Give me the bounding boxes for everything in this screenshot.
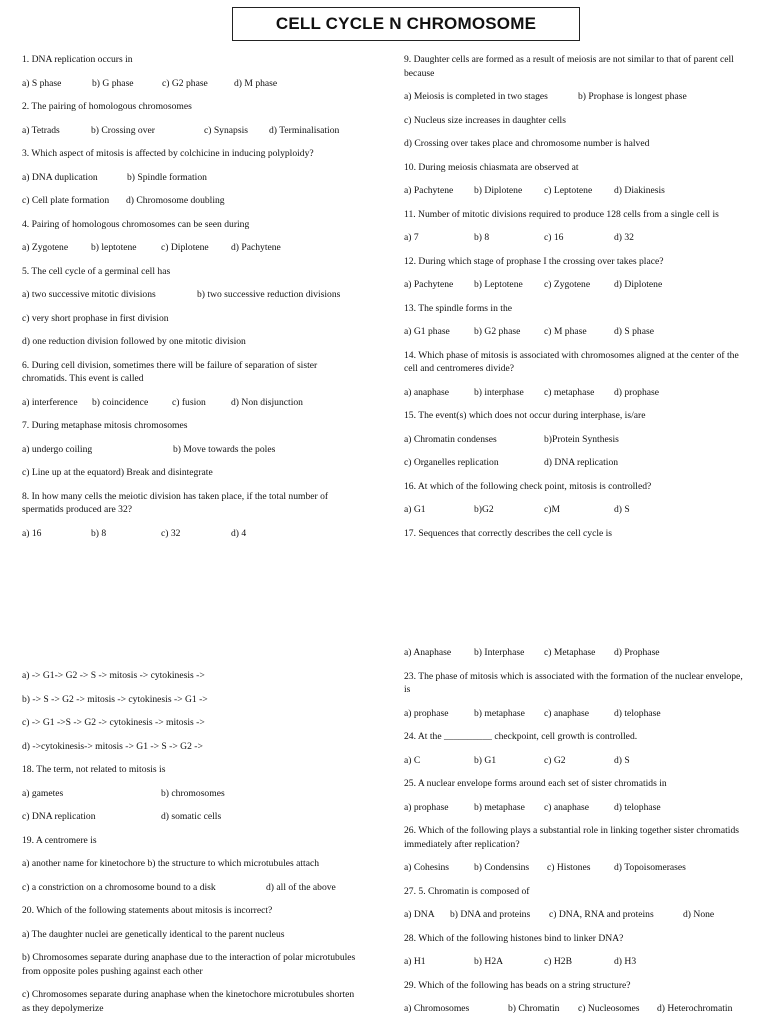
question-text: 20. Which of the following statements about mitosis is incorrect? <box>22 905 273 916</box>
option-text: d) DNA replication <box>544 457 619 468</box>
option-text: c) 32 <box>161 527 181 539</box>
option-text: d) Diakinesis <box>614 185 665 196</box>
column-top-right <box>404 53 746 550</box>
option-row <box>22 527 364 541</box>
option-text: d) Topoisomerases <box>614 862 686 873</box>
question-text: 27. 5. Chromatin is composed of <box>404 885 530 897</box>
option-text: b) Diplotene <box>474 185 523 196</box>
option-row <box>404 456 746 470</box>
option-text: b) 8 <box>474 232 490 243</box>
page-title: CELL CYCLE N CHROMOSOME <box>232 7 580 41</box>
question-text: 19. A centromere is <box>22 834 97 846</box>
option-row <box>404 184 746 198</box>
option-text: a) 7 <box>404 232 419 243</box>
question-text: 25. A nuclear envelope forms around each set of sister chromatids in <box>404 778 667 789</box>
option-text: c) Leptotene <box>544 185 593 196</box>
option-text: c) Synapsis <box>204 124 248 136</box>
question-text: 24. At the __________ checkpoint, cell growth is controlled. <box>404 731 638 742</box>
option-text: b) interphase <box>474 386 524 398</box>
question-text: c) Nucleus size increases in daughter cells <box>404 114 566 126</box>
option-text: b)Protein Synthesis <box>544 433 619 445</box>
option-text: a) 16 <box>22 527 42 539</box>
option-text: c) Organelles replication <box>404 457 499 468</box>
option-text: d) M phase <box>234 77 278 89</box>
option-row <box>22 194 364 208</box>
question-text: c) Chromosomes separate during anaphase when the kinetochore microtubules shorten as they depolymerize <box>22 989 355 1014</box>
option-text: b) Crossing over <box>91 124 155 136</box>
question-text: 8. In how many cells the meiotic division has taken place, if the total number of spermatids produced are 32? <box>22 490 329 515</box>
option-row <box>22 171 364 185</box>
option-text: c) Zygotene <box>544 279 591 290</box>
option-text: d) telophase <box>614 801 661 813</box>
option-text: c) DNA replication <box>22 811 96 822</box>
question-text: 14. Which phase of mitosis is associated with chromosomes aligned at the center of the cell and centromeres divide? <box>404 349 739 374</box>
question-text: d) one reduction division followed by one mitotic division <box>22 336 246 347</box>
option-row <box>404 955 746 969</box>
option-text: c) Metaphase <box>544 647 596 658</box>
option-text: d) S <box>614 754 630 766</box>
question-text: 4. Pairing of homologous chromosomes can be seen during <box>22 218 250 230</box>
question-text: 2. The pairing of homologous chromosomes <box>22 101 192 112</box>
question-text: 15. The event(s) which does not occur during interphase, is/are <box>404 410 646 421</box>
question-text: 3. Which aspect of mitosis is affected by colchicine in inducing polyploidy? <box>22 148 314 159</box>
question-text: b) -> S -> G2 -> mitosis -> cytokinesis -> G1 -> <box>22 693 208 705</box>
question-text: a) another name for kinetochore b) the structure to which microtubules attach <box>22 858 320 869</box>
question-text: b) Chromosomes separate during anaphase due to the interaction of polar microtubules from opposite poles pushing against each other <box>22 952 356 977</box>
option-row <box>404 231 746 245</box>
option-row <box>404 278 746 292</box>
option-text: a) prophase <box>404 801 449 813</box>
option-text: a) S phase <box>22 77 62 89</box>
question-text: 26. Which of the following plays a substantial role in linking together sister chromatids immediately after replication? <box>404 825 740 850</box>
option-text: a) undergo coiling <box>22 443 93 455</box>
column-bottom-right <box>404 646 746 1026</box>
option-text: c) 16 <box>544 232 564 243</box>
option-text: d) Prophase <box>614 647 660 658</box>
question-text: 18. The term, not related to mitosis is <box>22 764 166 775</box>
option-text: d) H3 <box>614 956 637 967</box>
question-text: d) Crossing over takes place and chromosome number is halved <box>404 138 650 149</box>
option-text: b) Condensins <box>474 862 530 873</box>
option-text: c) Nucleosomes <box>578 1003 640 1014</box>
question-text: 7. During metaphase mitosis chromosomes <box>22 420 188 431</box>
option-text: c) Histones <box>547 862 591 873</box>
option-text: a) H1 <box>404 956 426 967</box>
option-text: b) metaphase <box>474 801 525 813</box>
option-text: b) H2A <box>474 956 504 967</box>
option-text: c) metaphase <box>544 386 595 398</box>
option-row <box>404 707 746 721</box>
question-text: 6. During cell division, sometimes there will be failure of separation of sister chromatids. This event is called <box>22 359 318 384</box>
option-text: a) Pachytene <box>404 279 454 290</box>
option-text: c) anaphase <box>544 801 590 813</box>
option-text: c) Diplotene <box>161 242 209 253</box>
option-row <box>22 241 364 255</box>
option-text: a) Chromatin condenses <box>404 433 497 445</box>
option-text: c)M <box>544 504 560 515</box>
option-text: d) Chromosome doubling <box>126 195 225 206</box>
option-text: b) G2 phase <box>474 326 521 337</box>
option-row <box>404 861 746 875</box>
option-text: d) prophase <box>614 386 660 398</box>
option-text: a) interference <box>22 396 78 408</box>
option-text: a) Pachytene <box>404 185 454 196</box>
option-text: b) G1 <box>474 754 497 766</box>
option-text: d) Terminalisation <box>269 124 340 136</box>
option-row <box>404 754 746 768</box>
option-text: c) DNA, RNA and proteins <box>549 909 654 920</box>
option-text: d) all of the above <box>266 881 336 893</box>
option-text: a) two successive mitotic divisions <box>22 289 156 300</box>
option-text: b) G phase <box>92 77 134 89</box>
option-row <box>404 90 746 104</box>
option-text: c) Cell plate formation <box>22 195 110 206</box>
option-text: b) Prophase is longest phase <box>578 91 687 102</box>
question-text: a) -> G1-> G2 -> S -> mitosis -> cytokinesis -> <box>22 670 205 681</box>
option-text: d) S <box>614 504 630 515</box>
option-text: a) Cohesins <box>404 862 450 873</box>
option-text: b) metaphase <box>474 707 525 719</box>
column-top-left <box>22 53 364 550</box>
option-text: d) 32 <box>614 232 634 243</box>
option-text: a) Tetrads <box>22 124 60 136</box>
option-text: a) Meiosis is completed in two stages <box>404 91 548 102</box>
option-text: d) somatic cells <box>161 811 222 822</box>
question-text: 16. At which of the following check point, mitosis is controlled? <box>404 480 652 492</box>
question-text: c) Line up at the equatord) Break and disintegrate <box>22 467 213 478</box>
option-text: a) Zygotene <box>22 242 69 253</box>
option-text: d) S phase <box>614 326 654 337</box>
option-text: b)G2 <box>474 504 494 515</box>
question-text: 13. The spindle forms in the <box>404 302 513 314</box>
option-text: d) telophase <box>614 707 661 719</box>
option-text: b) 8 <box>91 527 107 539</box>
option-row <box>22 881 364 895</box>
option-row <box>22 443 364 457</box>
option-text: a) prophase <box>404 707 449 719</box>
option-text: a) Anaphase <box>404 647 452 658</box>
question-text: 10. During meiosis chiasmata are observed at <box>404 161 579 173</box>
option-row <box>22 77 364 91</box>
option-text: a) G1 phase <box>404 326 450 337</box>
question-text: 1. DNA replication occurs in <box>22 54 133 65</box>
option-text: b) DNA and proteins <box>450 909 531 920</box>
option-text: a) G1 <box>404 504 426 515</box>
option-text: b) Move towards the poles <box>173 443 276 455</box>
option-row <box>22 124 364 138</box>
column-bottom-left <box>22 669 364 1025</box>
option-text: c) a constriction on a chromosome bound to a disk <box>22 881 216 893</box>
option-text: c) M phase <box>544 326 587 337</box>
question-text: 17. Sequences that correctly describes the cell cycle is <box>404 527 613 539</box>
question-text: 9. Daughter cells are formed as a result of meiosis are not similar to that of parent cell because <box>404 54 734 79</box>
option-text: d) Pachytene <box>231 242 281 253</box>
option-text: b) Chromatin <box>508 1003 560 1014</box>
option-text: d) 4 <box>231 527 247 539</box>
question-text: c) -> G1 ->S -> G2 -> cytokinesis -> mitosis -> <box>22 717 205 728</box>
option-text: c) G2 phase <box>162 77 208 89</box>
option-text: c) fusion <box>172 396 206 408</box>
option-row <box>404 433 746 447</box>
option-text: b) Spindle formation <box>127 171 207 183</box>
option-text: d) Diplotene <box>614 279 663 290</box>
option-row <box>404 908 746 922</box>
option-row <box>22 810 364 824</box>
option-text: b) leptotene <box>91 242 137 253</box>
option-text: c) anaphase <box>544 707 590 719</box>
question-text: a) The daughter nuclei are genetically identical to the parent nucleus <box>22 928 285 940</box>
option-text: b) chromosomes <box>161 787 225 799</box>
option-text: b) Leptotene <box>474 279 523 290</box>
question-text: 11. Number of mitotic divisions required to produce 128 cells from a single cell is <box>404 208 719 220</box>
option-text: b) two successive reduction divisions <box>197 289 341 300</box>
option-text: a) gametes <box>22 787 64 799</box>
question-text: d) ->cytokinesis-> mitosis -> G1 -> S -> G2 -> <box>22 740 203 752</box>
option-text: c) G2 <box>544 754 566 766</box>
option-text: a) DNA <box>404 909 435 920</box>
option-row <box>404 801 746 815</box>
option-row <box>404 325 746 339</box>
option-text: c) H2B <box>544 956 572 967</box>
question-text: 23. The phase of mitosis which is associated with the formation of the nuclear envelope, is <box>404 670 743 695</box>
option-row <box>22 396 364 410</box>
option-row <box>404 386 746 400</box>
option-text: a) Chromosomes <box>404 1003 470 1014</box>
option-text: d) Non disjunction <box>231 396 303 408</box>
option-row <box>404 503 746 517</box>
question-text: c) very short prophase in first division <box>22 312 169 324</box>
option-row <box>22 288 364 302</box>
question-text: 5. The cell cycle of a germinal cell has <box>22 265 171 277</box>
question-text: 28. Which of the following histones bind to linker DNA? <box>404 932 624 944</box>
question-text: 12. During which stage of prophase I the crossing over takes place? <box>404 255 664 267</box>
option-text: a) C <box>404 754 421 766</box>
option-row <box>22 787 364 801</box>
option-text: b) Interphase <box>474 647 525 658</box>
option-row <box>404 1002 746 1016</box>
option-text: b) coincidence <box>92 396 149 408</box>
option-text: a) anaphase <box>404 386 450 398</box>
option-text: a) DNA duplication <box>22 171 98 183</box>
option-text: d) None <box>683 909 715 920</box>
option-text: d) Heterochromatin <box>657 1003 733 1014</box>
option-row <box>404 646 746 660</box>
question-text: 29. Which of the following has beads on a string structure? <box>404 979 631 991</box>
